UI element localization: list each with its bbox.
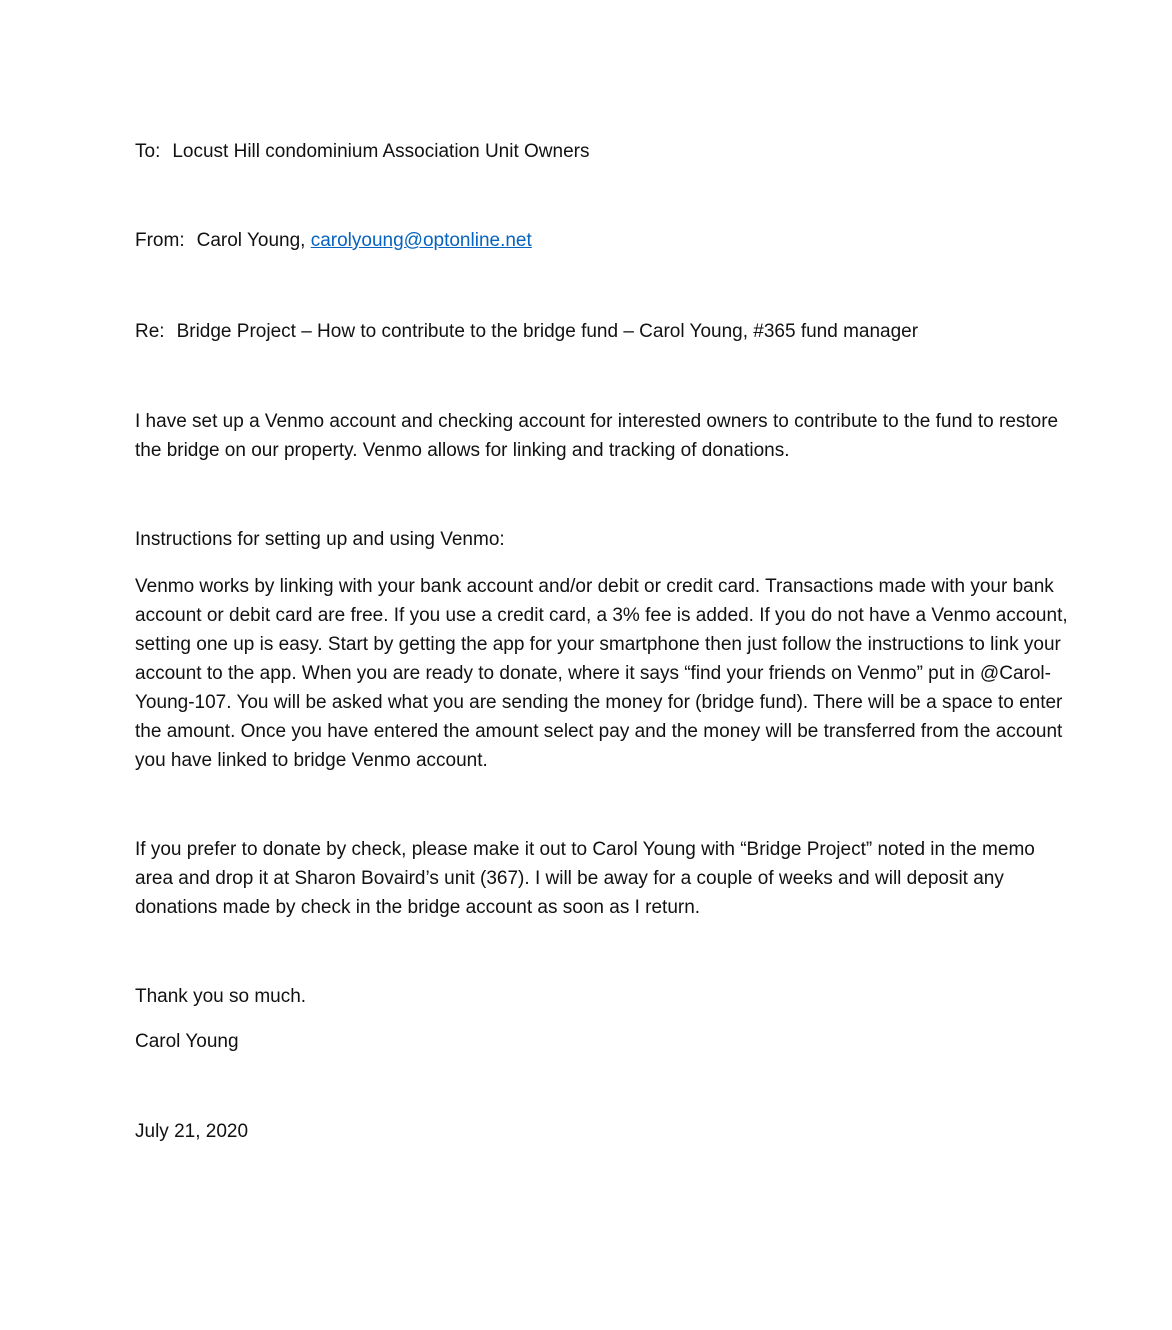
- to-label: To:: [135, 141, 161, 162]
- from-name: Carol Young,: [196, 230, 306, 251]
- signature-name: Carol Young: [135, 1031, 239, 1052]
- re-subject: Bridge Project – How to contribute to the bridge fund – Carol Young, #365 fund manager: [176, 321, 919, 342]
- from-label: From:: [135, 230, 185, 251]
- intro-paragraph: I have set up a Venmo account and checking account for interested owners to contribute to the fund to restore the bridge on our property. Venmo allows for linking and tracking of donations.: [135, 411, 1059, 461]
- to-recipients: Locust Hill condominium Association Unit Owners: [172, 141, 590, 162]
- closing-thanks: Thank you so much.: [135, 986, 307, 1007]
- re-label: Re:: [135, 321, 165, 342]
- check-paragraph: If you prefer to donate by check, please make it out to Carol Young with “Bridge Project” noted in the memo area and drop it at Sharon Bovaird’s unit (367). I will be away for a couple of weeks and will deposit any donations made by check in the bridge account as soon as I return.: [135, 839, 1035, 918]
- memo-re-line: [135, 320, 1075, 344]
- instructions-paragraph: Venmo works by linking with your bank account and/or debit or credit card. Transactions made with your bank account or debit card are free. If you use a credit card, a 3% fee is added. If you do not have a Venmo account, setting one up is easy. Start by getting the app for your smartphone then just follow the instructions to link your account to the app. When you are ready to donate, where it says “find your friends on Venmo” put in @Carol-Young-107. You will be asked what you are sending the money for (bridge fund). There will be a space to enter the amount. Once you have entered the amount select pay and the money will be transferred from the account you have linked to bridge Venmo account.: [135, 576, 1068, 771]
- memo-from-line: [135, 229, 1075, 253]
- sender-email-link[interactable]: carolyoung@optonline.net: [310, 230, 532, 251]
- letter-date: July 21, 2020: [135, 1121, 249, 1142]
- memo-to-line: [135, 140, 1075, 164]
- instructions-heading: Instructions for setting up and using Venmo:: [135, 529, 505, 550]
